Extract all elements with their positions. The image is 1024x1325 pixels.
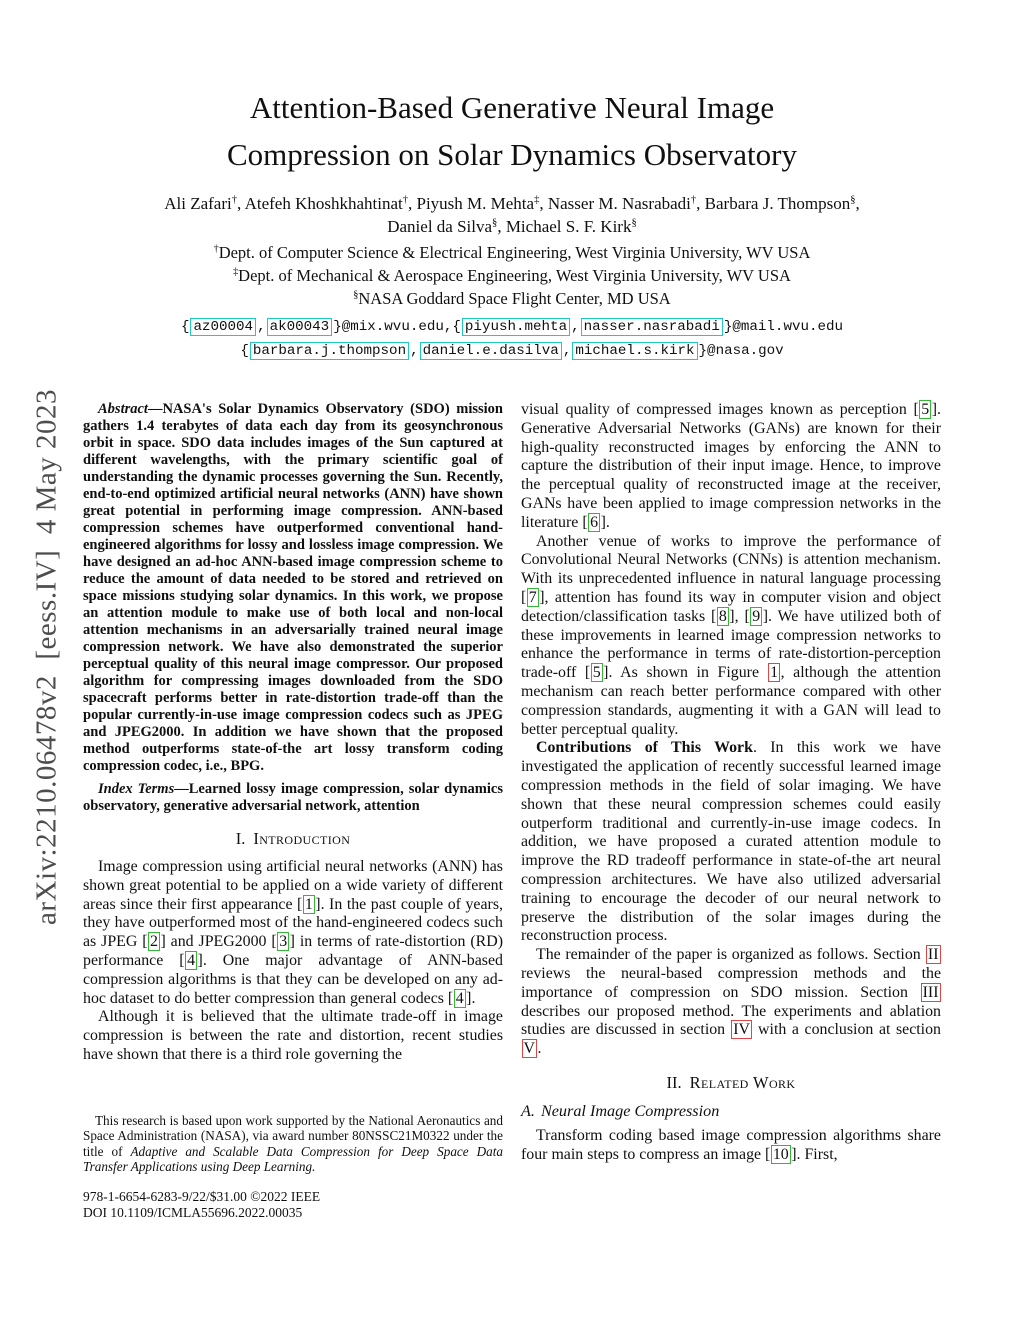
affiliation-text: Dept. of Computer Science & Electrical Engineering, West Virginia University, WV USA xyxy=(218,243,811,262)
section-ref-iv[interactable]: IV xyxy=(733,1021,750,1039)
figure-ref-1[interactable]: 1 xyxy=(770,664,779,682)
email-link[interactable]: barbara.j.thompson xyxy=(250,342,409,360)
author xyxy=(164,194,244,213)
section-ref-iii[interactable]: III xyxy=(922,983,939,1001)
section-ref-ii[interactable]: II xyxy=(927,946,939,964)
author-separator: , xyxy=(696,194,705,213)
subsection-label: A. xyxy=(521,1101,535,1120)
section-number: II. xyxy=(666,1072,682,1092)
author-separator: , xyxy=(539,194,548,213)
grant-title: Adaptive and Scalable Data Compression for Deep Space Data Transfer Applications using Deep Learning. xyxy=(83,1143,503,1175)
author-line-1 xyxy=(0,192,1024,215)
affiliation-text: Dept. of Mechanical & Aerospace Engineering, West Virginia University, WV USA xyxy=(238,266,791,285)
author-separator: , xyxy=(237,194,245,213)
author-affil-mark: † xyxy=(690,194,697,206)
email-link[interactable]: michael.s.kirk xyxy=(572,342,697,360)
section-heading-introduction xyxy=(83,829,503,849)
author xyxy=(416,194,547,213)
author-affil-mark: § xyxy=(492,217,498,229)
citation-5[interactable]: 5 xyxy=(921,401,930,418)
section-number: I. xyxy=(235,829,246,848)
funding-footnote: This research is based upon work supported by the National Aeronautics and Space Administration (NASA), via award number 80NSSC21M0322 under the title of Adaptive and Scalable Data Compression for Deep Space Data Transfer Applications using Deep Learning. xyxy=(83,1113,503,1175)
author xyxy=(387,217,506,236)
citation-4[interactable]: 4 xyxy=(187,951,196,969)
section-title: Introduction xyxy=(253,829,351,848)
author-separator: , xyxy=(855,194,860,213)
section-ref-v[interactable]: V xyxy=(523,1040,535,1058)
attention-paragraph: Another venue of works to improve the performance of Convolutional Neural Networks (CNNs) is attention mechanism. With its unprecedented influence in natural language processing [ 7 ], attention has found its way in computer vision and object detection/classification tasks [ 8 ], [ 9 ]. We have utilized both of these improvements in learned image compression networks to enhance the performance in terms of rate-distortion-perception trade-off [ 5 ]. As shown in Figure 1 , although the attention mechanism can reach better performance compared with other compression standards, augmenting it with a GAN will lead to better perceptual quality. xyxy=(521,532,942,738)
affil-mark: § xyxy=(353,289,359,301)
author-name: Atefeh Khoshkhahtinat xyxy=(244,194,403,213)
author-list xyxy=(0,192,1024,238)
affiliations xyxy=(0,241,1024,310)
email-link[interactable]: nasser.nasrabadi xyxy=(581,318,723,336)
author xyxy=(705,194,860,213)
email-link[interactable]: daniel.e.dasilva xyxy=(420,342,562,360)
contributions-label: Contributions of This Work xyxy=(536,739,753,757)
citation-10[interactable]: 10 xyxy=(772,1145,789,1163)
email-line-2: { barbara.j.thompson , daniel.e.dasilva , michael.s.kirk }@nasa.gov xyxy=(240,343,784,359)
author-affil-mark: † xyxy=(231,194,237,206)
email-link[interactable]: piyush.mehta xyxy=(462,318,570,336)
title-line-1: Attention-Based Generative Neural Image xyxy=(249,90,775,125)
author-affil-mark: † xyxy=(402,194,408,206)
citation-5[interactable]: 5 xyxy=(592,664,601,682)
author-separator: , xyxy=(407,194,417,213)
index-terms: Index Terms—Learned lossy image compression, solar dynamics observatory, generative adversarial network, attention xyxy=(83,781,503,814)
subsection-title: Neural Image Compression xyxy=(540,1101,720,1120)
email-lines xyxy=(0,315,1024,363)
affiliation-3 xyxy=(0,287,1024,310)
section-heading-related-work xyxy=(521,1073,941,1093)
citation-8[interactable]: 8 xyxy=(718,607,727,625)
author xyxy=(506,217,637,236)
author-name: Piyush M. Mehta xyxy=(416,194,535,213)
author-affil-mark: ‡ xyxy=(534,194,540,206)
author-name: Nasser M. Nasrabadi xyxy=(547,194,691,213)
abstract-label: Abstract xyxy=(98,401,148,417)
subsection-heading-neural-image-compression xyxy=(521,1102,941,1121)
author xyxy=(548,194,705,213)
author-name: Barbara J. Thompson xyxy=(704,194,851,213)
email-link[interactable]: ak00043 xyxy=(267,318,333,336)
title-line-2: Compression on Solar Dynamics Observatory xyxy=(227,137,797,172)
arxiv-watermark: arXiv:2210.06478v2 [eess.IV] 4 May 2023 xyxy=(30,389,63,925)
author-name: Ali Zafari xyxy=(164,194,232,213)
paper-header xyxy=(0,84,1024,363)
citation-7[interactable]: 7 xyxy=(528,588,537,606)
isbn-line: 978-1-6654-6283-9/22/$31.00 ©2022 IEEE xyxy=(83,1189,321,1204)
section-title: Related Work xyxy=(689,1072,796,1092)
outline-paragraph: The remainder of the paper is organized as follows. Section II reviews the neural-based compression methods and the importance of compression on SDO mission. Section III describes our proposed method. The experiments and ablation studies are discussed in section IV with a conclusion at section V . xyxy=(521,946,941,1058)
author-affil-mark: § xyxy=(631,217,637,229)
email-link[interactable]: az00004 xyxy=(190,318,256,336)
intro-paragraph-1: Image compression using artificial neural networks (ANN) has shown great potential to be applied on a wide variety of different areas since their first appearance [ 1 ]. In the past couple of years, they have outperformed most of the hand-engineered codecs such as JPEG [ 2 ] and JPEG2000 [ 3 ] in terms of rate-distortion (RD) performance [ 4 ]. One major advantage of ANN-based compression algorithms is that they can be developed on any ad-hoc dataset to do better compression than general codecs [ 4 ]. xyxy=(83,858,503,1007)
transform-coding-paragraph: Transform coding based image compression algorithms share four main steps to compress an image [ 10 ]. First, xyxy=(521,1126,941,1163)
affiliation-1 xyxy=(0,241,1024,264)
paper-title xyxy=(0,84,1024,178)
abstract: Abstract—NASA's Solar Dynamics Observatory (SDO) mission gathers 1.4 terabytes of data each day from its geosynchronous orbit in space. SDO data includes images of the Sun captured at different wavelengths, with the primary scientific goal of understanding the dynamic processes governing the Sun. Recently, end-to-end optimized artificial neural networks (ANN) have shown great potential in performing image compression. ANN-based compression schemes have outperformed conventional hand-engineered algorithms for lossy and lossless image compression. We have designed an ad-hoc ANN-based image compression scheme to reduce the amount of data needed to be stored and retrieved on space missions studying solar dynamics. In this work, we propose an attention module to make use of both local and non-local attention mechanisms in an adversarially trained neural image compression network. We have also demonstrated the superior perceptual quality of this neural image compressor. Our proposed algorithm for compressing images downloaded from the SDO spacecraft performs better in rate-distortion trade-off than the popular currently-in-use image compression codecs such as JPEG and JPEG2000. In addition we have shown that the proposed method outperforms state-of-the art lossy transform coding compression codec, i.e., BPG. xyxy=(83,401,503,774)
doi-line: DOI 10.1109/ICMLA55696.2022.00035 xyxy=(83,1204,303,1220)
author-name: Michael S. F. Kirk xyxy=(505,217,632,236)
right-column xyxy=(521,401,941,1164)
email-line-1: { az00004 , ak00043 }@mix.wvu.edu,{ piyush.mehta , nasser.nasrabadi }@mail.wvu.edu xyxy=(180,319,844,335)
citation-4[interactable]: 4 xyxy=(455,989,464,1007)
author-line-2 xyxy=(0,215,1024,238)
perception-paragraph: visual quality of compressed images known as perception [ 5 ]. Generative Adversarial Networks (GANs) are known for their high-quality reconstructed images by enforcing the ANN to capture the distribution of their input image. Hence, to improve the perceptual quality of reconstructed image at the receiver, GANs have been applied to image compression networks in the literature [ 6 ]. xyxy=(521,401,941,531)
intro-paragraph-2: Although it is believed that the ultimate trade-off in image compression is between the rate and distortion, recent studies have shown that there is a third role governing the xyxy=(83,1008,503,1063)
citation-3[interactable]: 3 xyxy=(279,933,288,951)
citation-2[interactable]: 2 xyxy=(150,933,158,951)
contributions-paragraph: Contributions of This Work. In this work we have investigated the application of recently successful learned image compression methods in the field of solar imaging. We have shown that these neural compression schemes could easily outperform traditional and currently-in-use image codecs. In addition, we have proposed a curated attention module to improve the RD tradeoff performance in state-of-the art neural compression architectures. We have also utilized adversarial training to encourage the decoder of our neural network to preserve the distribution of the solar images during the reconstruction process. xyxy=(521,739,941,945)
citation-9[interactable]: 9 xyxy=(752,607,761,625)
citation-1[interactable]: 1 xyxy=(304,895,313,913)
citation-6[interactable]: 6 xyxy=(590,513,599,531)
affil-mark: † xyxy=(213,243,219,255)
index-terms-label: Index Terms xyxy=(98,781,175,797)
author xyxy=(245,194,417,213)
affiliation-text: NASA Goddard Space Flight Center, MD USA xyxy=(358,289,671,308)
author-affil-mark: § xyxy=(850,194,856,206)
author-separator: , xyxy=(497,217,506,236)
affil-mark: ‡ xyxy=(233,266,239,278)
author-name: Daniel da Silva xyxy=(387,217,493,236)
left-column xyxy=(83,401,503,1065)
copyright-block xyxy=(83,1189,503,1220)
affiliation-2 xyxy=(0,264,1024,287)
